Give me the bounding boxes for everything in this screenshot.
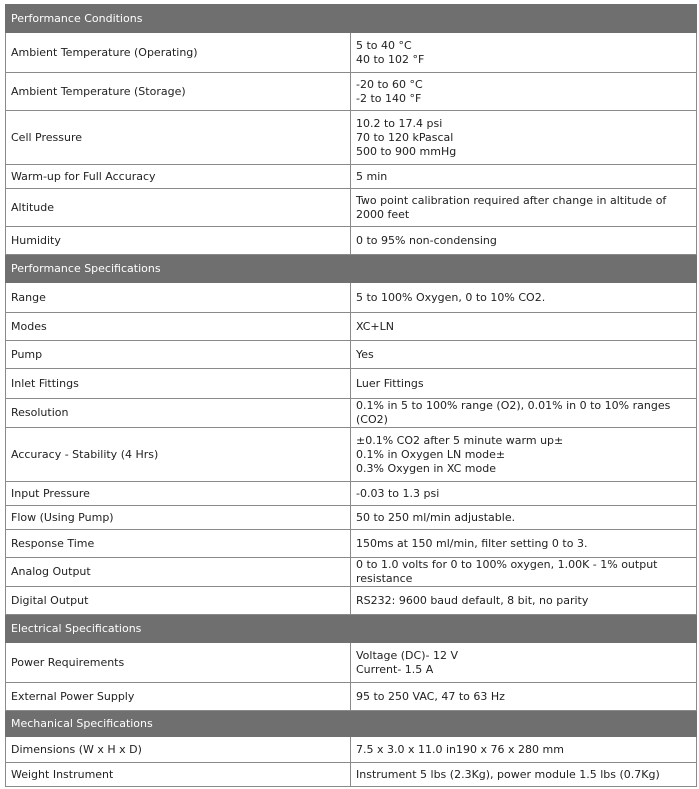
spec-row: [6, 482, 697, 506]
spec-value-line: Two point calibration required after change in altitude of 2000 feet: [356, 193, 667, 221]
spec-value-line: 150ms at 150 ml/min, filter setting 0 to 3.: [356, 536, 588, 550]
spec-value-line: -0.03 to 1.3 psi: [356, 486, 440, 500]
spec-label: Flow (Using Pump): [6, 506, 351, 530]
spec-label: Power Requirements: [6, 643, 351, 683]
spec-value-line: XC+LN: [356, 319, 394, 333]
spec-value: [351, 165, 697, 189]
spec-value: [351, 506, 697, 530]
spec-row: [6, 643, 697, 683]
spec-value-line: Yes: [356, 347, 374, 361]
spec-row: [6, 111, 697, 165]
spec-value-line: 10.2 to 17.4 psi: [356, 116, 443, 130]
spec-value-line: ±0.1% CO2 after 5 minute warm up±: [356, 433, 564, 447]
spec-value: [351, 189, 697, 227]
spec-value: [351, 558, 697, 587]
spec-value-line: Luer Fittings: [356, 376, 424, 390]
spec-label: Cell Pressure: [6, 111, 351, 165]
spec-value-line: 0.1% in 5 to 100% range (O2), 0.01% in 0 to 10% ranges (CO2): [356, 399, 671, 426]
spec-value: [351, 587, 697, 615]
spec-value-line: 40 to 102 °F: [356, 52, 425, 66]
spec-value-line: 70 to 120 kPascal: [356, 130, 454, 144]
spec-label: External Power Supply: [6, 683, 351, 711]
spec-value-line: 5 to 100% Oxygen, 0 to 10% CO2.: [356, 290, 546, 304]
spec-value: [351, 737, 697, 763]
spec-value-line: 0.1% in Oxygen LN mode±: [356, 447, 506, 461]
spec-row: [6, 506, 697, 530]
spec-label: Accuracy - Stability (4 Hrs): [6, 428, 351, 482]
spec-value: [351, 369, 697, 399]
spec-row: [6, 33, 697, 73]
spec-row: [6, 165, 697, 189]
spec-value-line: Current- 1.5 A: [356, 662, 434, 676]
spec-value: [351, 763, 697, 787]
spec-label: Digital Output: [6, 587, 351, 615]
section-header: [6, 711, 697, 737]
spec-value-line: 7.5 x 3.0 x 11.0 in190 x 76 x 280 mm: [356, 742, 564, 756]
spec-row: [6, 530, 697, 558]
spec-row: [6, 341, 697, 369]
spec-value-line: RS232: 9600 baud default, 8 bit, no parity: [356, 593, 589, 607]
spec-row: [6, 737, 697, 763]
section-header: [6, 5, 697, 33]
spec-label: Weight Instrument: [6, 763, 351, 787]
spec-value: [351, 111, 697, 165]
spec-row: [6, 227, 697, 255]
spec-value: [351, 313, 697, 341]
spec-value: [351, 683, 697, 711]
spec-value: [351, 283, 697, 313]
spec-label: Ambient Temperature (Storage): [6, 73, 351, 111]
spec-value: [351, 643, 697, 683]
spec-label: Range: [6, 283, 351, 313]
spec-value: [351, 428, 697, 482]
spec-row: [6, 313, 697, 341]
spec-value: [351, 227, 697, 255]
spec-value-line: 50 to 250 ml/min adjustable.: [356, 510, 516, 524]
spec-value-line: 0 to 95% non-condensing: [356, 233, 497, 247]
spec-label: Altitude: [6, 189, 351, 227]
spec-label: Ambient Temperature (Operating): [6, 33, 351, 73]
spec-row: [6, 558, 697, 587]
spec-label: Dimensions (W x H x D): [6, 737, 351, 763]
section-title: Performance Specifications: [6, 255, 697, 283]
spec-row: [6, 587, 697, 615]
spec-row: [6, 189, 697, 227]
spec-label: Input Pressure: [6, 482, 351, 506]
spec-value-line: 95 to 250 VAC, 47 to 63 Hz: [356, 689, 505, 703]
spec-label: Response Time: [6, 530, 351, 558]
spec-row: [6, 763, 697, 787]
spec-value: [351, 399, 697, 428]
section-header: [6, 255, 697, 283]
spec-value: [351, 73, 697, 111]
spec-value-line: Voltage (DC)- 12 V: [356, 648, 458, 662]
section-title: Electrical Specifications: [6, 615, 697, 643]
spec-row: [6, 369, 697, 399]
spec-value: [351, 482, 697, 506]
spec-row: [6, 428, 697, 482]
spec-row: [6, 399, 697, 428]
spec-row: [6, 683, 697, 711]
specifications-table: [5, 4, 697, 787]
spec-value-line: 0.3% Oxygen in XC mode: [356, 461, 496, 475]
spec-row: [6, 73, 697, 111]
section-title: Performance Conditions: [6, 5, 697, 33]
spec-label: Warm-up for Full Accuracy: [6, 165, 351, 189]
spec-value: [351, 341, 697, 369]
spec-label: Inlet Fittings: [6, 369, 351, 399]
spec-value-line: 5 to 40 °C: [356, 38, 412, 52]
spec-value-line: 500 to 900 mmHg: [356, 144, 457, 158]
spec-value: [351, 33, 697, 73]
spec-row: [6, 283, 697, 313]
spec-value-line: 0 to 1.0 volts for 0 to 100% oxygen, 1.00K - 1% output resistance: [356, 558, 658, 585]
spec-value-line: -20 to 60 °C: [356, 77, 423, 91]
spec-label: Pump: [6, 341, 351, 369]
spec-value-line: Instrument 5 lbs (2.3Kg), power module 1.5 lbs (0.7Kg): [356, 767, 660, 781]
specifications-body: [6, 5, 697, 787]
spec-label: Modes: [6, 313, 351, 341]
section-header: [6, 615, 697, 643]
spec-label: Resolution: [6, 399, 351, 428]
spec-label: Humidity: [6, 227, 351, 255]
spec-value-line: 5 min: [356, 169, 388, 183]
spec-label: Analog Output: [6, 558, 351, 587]
spec-value: [351, 530, 697, 558]
section-title: Mechanical Specifications: [6, 711, 697, 737]
spec-value-line: -2 to 140 °F: [356, 91, 422, 105]
